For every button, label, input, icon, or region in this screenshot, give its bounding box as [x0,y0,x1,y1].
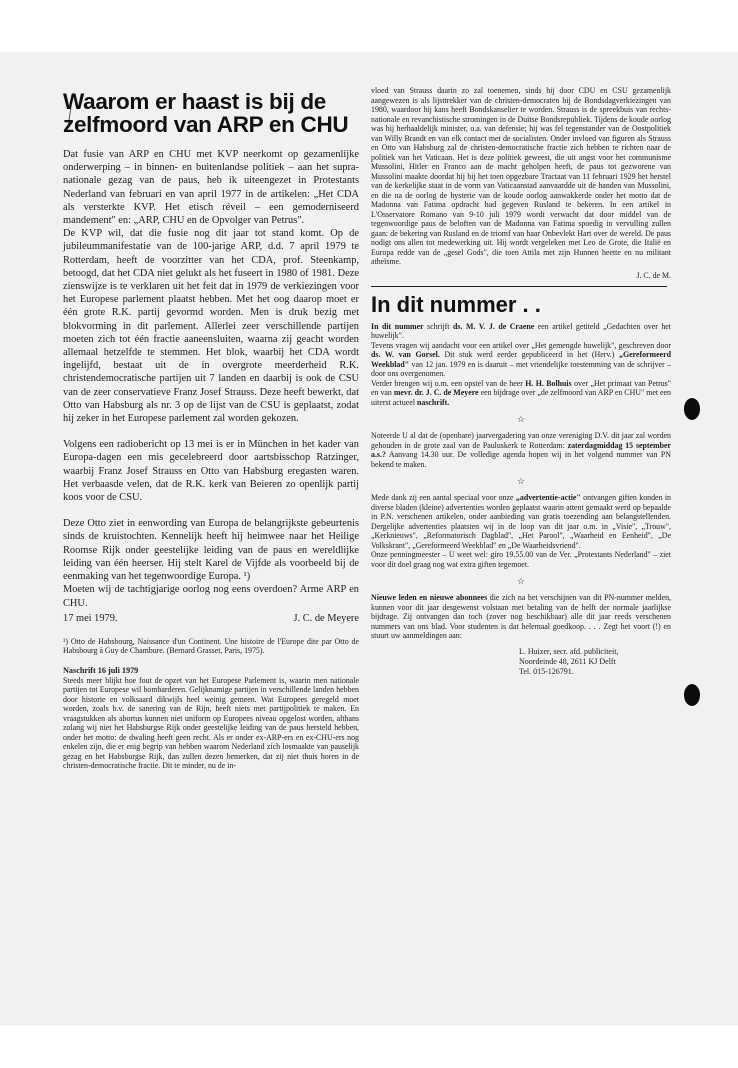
address-block [519,647,671,677]
article-title: Waarom er haast is bij de zelfmoord van ARP en CHU [63,89,349,137]
star-separator: ☆ [516,414,526,424]
left-column [63,90,359,771]
punch-hole-icon [684,684,700,706]
section-divider [371,286,667,287]
magazine-page [0,52,738,1026]
address-line: L. Huizer, secr. afd. publiciteit, [519,646,619,656]
punch-hole-icon [684,398,700,420]
paragraph: De KVP wil, dat die fusie nog dit jaar tot stand komt. Op de jubileummanifestatie van de 100-jarige ARP, d.d. 7 april 1979 te Rotterdam, heeft de voorzitter van het CDA, prof. Steenkamp, betoogd, dat het CDA niet gelukt als het fuseert in 1980 of 1981. Deze zienswijze is te verklaren uit het feit dat in 1979 de verkiezingen voor het Europese parlement plaatst hebben. Met het oog daarop moet er één grote R.K. partij gevormd worden. Men is druk bezig met blokvorming in dit parlement. Allerlei zeer verschillende partijen moeten zich tot één fractie aaneensluiten, waarna zij geacht worden allemaal hetzelfde te stemmen. Het blok, waarbij het CDA wordt ingelijfd, bestaat uit de in overgrote meerderheid R.K. christendemocratische partijen uit 7 landen en daarbij is ook de CSU van de zeer conservatieve Franz Josef Strauss. Deze heeft bewerkt, dat Otto van Habsburg als nr. 3 op de lijst van de CSU is geplaatst, zodat hij zeker in het Europese parlement zal worden gekozen. [63,228,359,425]
notice-paragraph: Verder brengen wij o.m. een opstel van de heer H. H. Bolhuis over „Het primaat van Petrus" en van mevr. dr. J. C. de Meyere een bijdrage over „de zelfmoord van ARP en CHU" met een uiterst actueel naschrift. [371,378,671,407]
paragraph: Dat fusie van ARP en CHU met KVP neerkomt op gezamenlijke onderwerping – in binnen- en buitenlandse politiek – aan het supra-nationale gezag van de paus, heb ik uiteengezet in Protestants Nederland van februari en van april 1977 in de artikelen: „Het CDA als versterkte KVP. Het etisch réveil – een gemoderniseerd mandement" en: „ARP, CHU en de Opvolger van Petrus". [63,149,359,227]
star-separator: ☆ [516,476,526,486]
naschrift [63,666,359,771]
article-body [63,148,359,625]
notice-paragraph: Onze penningmeester – U weet wel: giro 19.55.00 van de Ver. „Protestants Nederland" – ziet voor dit doel graag nog wat extra giften tegemoet. [371,550,671,569]
article-continuation [371,86,671,267]
article-date: 17 mei 1979. [63,612,118,624]
address-line: Noordeinde 48, 2611 KJ Delft [519,656,616,666]
notice-paragraph: In dit nummer schrijft ds. M. V. J. de Craene een artikel getiteld „Gedachten over het huwelijk". [371,321,671,340]
paragraph: Moeten wij de tachtigjarige oorlog nog eens overdoen? Arme ARP en CHU. [63,584,359,609]
continuation-signature: J. C. de M. [636,270,671,280]
notice-paragraph: Noteerde U al dat de (openbare) jaarvergadering van onze vereniging D.V. dit jaar zal worden gehouden in de grote zaal van de Pauluskerk te Rotterdam: zaterdagmiddag 15 september a.s.? Aanvang 14.30 uur. De volledige agenda hopen wij in het volgend nummer van PN bekend te maken. [371,431,671,469]
page-bottom-margin [0,1026,738,1068]
notice-paragraph: Nieuwe leden en nieuwe abonnees die zich na het verschijnen van dit PN-nummer melden, kunnen voor dit jaar desgewenst volstaan met betaling van de helft der normale jaarlijkse bijdrage. Zij ontvangen dan toch (zover nog beschikbaar) alle dit jaar reeds verschenen nummers van ons blad. Voor studenten is dat helemaal goedkoop. . . . Zegt het voort (!) en stuurt uw aanmeldingen aan: [371,593,671,640]
paragraph: Volgens een radiobericht op 13 mei is er in München in het kader van Europa-dagen een mis gecelebreerd door aartsbisschop Ratzinger, waarbij Franz Josef Strauss en Otto van Habsburg eregasten waren. Het verbaasde velen, dat de R.K. kerk van Beieren zo openlijk partij koos voor de CSU. [63,439,359,504]
paragraph: Deze Otto ziet in eenwording van Europa de belangrijkste gebeurtenis sinds de kruistochten. Kennelijk heeft hij heimwee naar het Heilige Roomse Rijk onder geestelijke leiding van de paus en wereldlijke leiding van één heerser. Hij stelt Karel de Vijfde als voorbeeld bij de eenmaking van het tegenwoordige Europa. ¹) [63,518,359,583]
address-line: Tel. 015-126791. [519,666,574,676]
footnote: ¹) Otto de Habsbourg, Naissance d'un Continent. Une histoire de l'Europe dite par Otto de Habsbourg à Guy de Chambure. (Bernard Grasset, Paris, 1975). [63,636,359,656]
article-signature [63,612,359,625]
naschrift-text: Steeds meer blijkt hoe fout de opzet van het Europese Parlement is, waarin men nationale partijen tot Europese wil bombarderen. Gelijknamige partijen in verschillende landen hebben door historie en volksaard dikwijls heel weinig gemeen. Wat Europees geregeld moet worden, zoals b.v. de sanering van de Rijn, heeft niets met partijpolitiek te maken. En vraagstukken als abortus kunnen niet uniform op Europees niveau opgelost worden, althans zolang wij niet het Habsburgse Rijk onder geestelijke leiding van de paus hersteld hebben, onder het motto: de dwaling heeft geen recht. Als er onder ex-ARP-ers en ex-CHU-ers nog enkelen zijn, die er enig begrip van hebben waarom Nederland zich losmaakte van pauselijk gezag en het Habsburgse Rijk, dan zullen dezen bemerken, dat zij niet thuis horen in de christen-democratische fractie. Dit te minder, nu de in- [63,675,359,771]
naschrift-title: Naschrift 16 juli 1979 [63,665,139,675]
page-top-margin [0,0,738,52]
section-heading: In dit nummer . . [371,291,541,317]
in-dit-nummer-body [371,322,671,641]
notice-paragraph: Mede dank zij een aantal speciaal voor onze „advertentie-actie" ontvangen giften konden in diverse bladen (kleine) advertenties worden geplaatst waarin attent gemaakt werd op bepaalde in P.N. verschenen artikelen, onder aanbieding van gratis toezending aan belangstellenden. Dergelijke advertenties plaatsten wij in de loop van dit jaar o.m. in „Visie", „Trouw", „Kerknieuws", „Reformatorisch Dagblad", „Het Parool", „Waarheid en Eenheid", „De Volkskrant", „Gereformeerd Weekblad" en „De Waarheidsvriend". [371,493,672,550]
star-separator: ☆ [516,576,526,586]
notice-paragraph: Tevens vragen wij aandacht voor een artikel over „Het gemengde huwelijk", geschreven door ds. W. van Gorsel. Dit stuk werd eerder gepubliceerd in het (Herv.) „Gereformeerd Weekblad" van 12 jan. 1979 en is daaruit – met vriendelijke toestemming van de schrijver – door ons overgenomen. [371,340,671,378]
continuation-text: vloed van Strauss daarin zo zal toenemen, sinds hij door CDU en CSU gezamenlijk aangewezen is als lijsttrekker van de christen-democraten bij de Bondsdagverkiezingen van 1980, waardoor hij kans heeft Bondskanselier te worden. Strauss is de spreekbuis van rechts-nationale en revanchistische stromingen in de Duitse Bondsrepubliek. Tijdens de koude oorlog was hij herhaaldelijk minister, o.a. van defensie; hij was fel tegenstander van de Oostpolitiek van Willy Brandt en van elk contact met de socialisten. Onder invloed van figuren als Strauss en Otto van Habsburg zal de christen-democratische fractie zich hebben te richten naar de politiek van het Vaticaan. Het is deze politiek geweest, die uit angst voor het communisme Mussolini, Hitler en Franco aan de macht geholpen heeft, de paus tot gezworene van Mussolini maakte doordat hij bij het toen opgezbare Tractaat van 11 februari 1929 het herstel van de kerkelijke staat in de vorm van Vaticaanstad aanvaardde uit de handen van Mussolini, en die na de oorlog de hysterie van de koude oorlog aanwakkerde onder het motto dat de Madonna van Fatima opdracht had gegeven Rusland te bekeren. In een artikel in L'Osservatore Romano van 9-10 juli 1979 wordt verwacht dat door middel van de tegenwoordige paus de beloften van de Madonna van Fatima spoedig in vervulling zullen gaan: de bekering van Rusland en de triomf van haar Onbevlekt Hart over de wereld. De paus nodigt ons allen tot medewerking uit. Hij wordt vergeleken met Leo de Grote, die Italië en Europa redde van de „gesel Gods", die toen Attila met zijn Hunnen heette en nu militant atheïsme. [371,86,671,266]
article-author: J. C. de Meyere [293,612,359,624]
right-column [371,86,671,677]
